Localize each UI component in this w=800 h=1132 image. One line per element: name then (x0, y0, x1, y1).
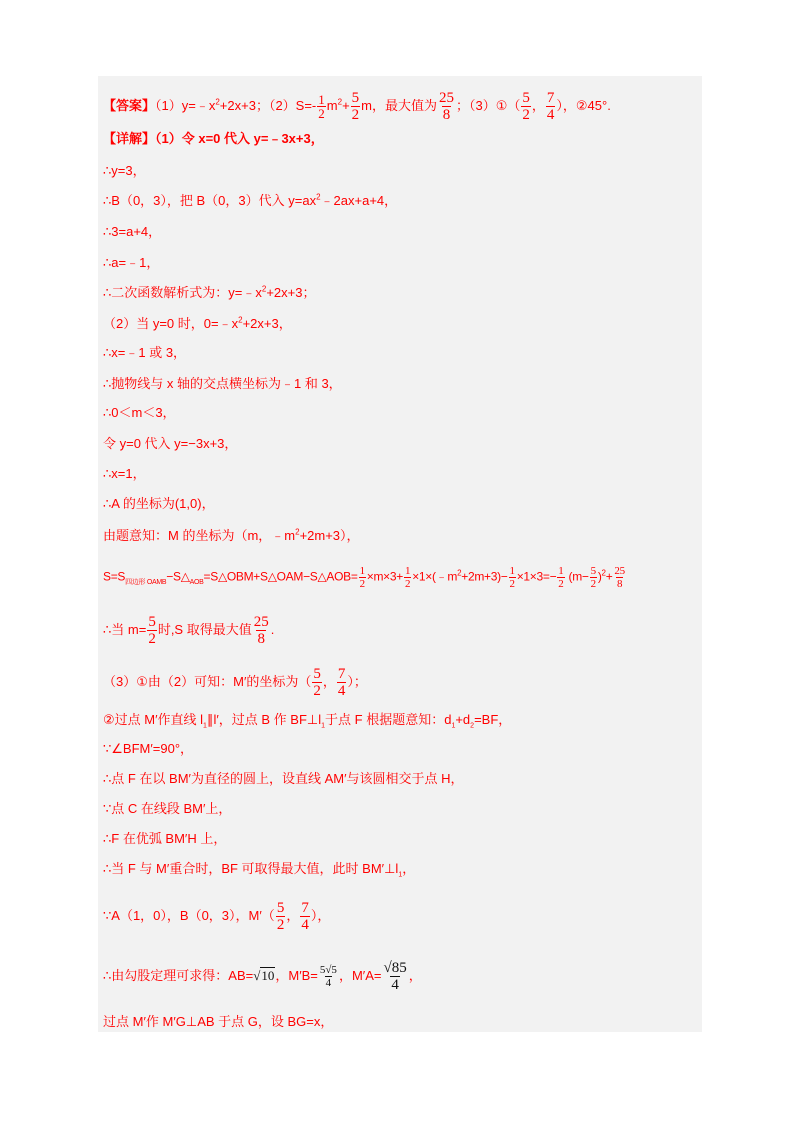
solution-line: ∴3=a+4， (103, 224, 162, 239)
fraction: $\frac{5}{2}$ (276, 900, 285, 933)
answer-tag: 【答案】 (103, 97, 156, 113)
solution-line: 由题意知：M 的坐标为（m，$﹣m^2+2m+3$）， (103, 527, 360, 543)
solution-line: ∴F 在优弧 BM′H 上， (103, 831, 227, 846)
fraction: $\frac{1}{2}$ (318, 92, 325, 121)
solution-line: ∴0＜m＜3， (103, 405, 176, 420)
fraction: $\frac{√85}{4}$ (383, 960, 407, 993)
fraction: $\frac{1}{2}$ (359, 565, 365, 590)
solution-line: ∵点 C 在线段 BM′上， (103, 801, 232, 816)
solution-line: ②过点 M′作直线 $l_1\parallel l'$，过点 B 作 $BF\perp l_1$于点 F 根据题意知：$d_1+d_2=BF$， (103, 712, 512, 730)
fraction: $\frac{5}{2}$ (148, 614, 156, 647)
solution-panel (98, 76, 702, 1032)
fraction: $\frac{5}{2}$ (351, 90, 360, 123)
solution-line: ∴当 m= $\frac{5}{2}$ 时,S 取得最大值 $\frac{25}{8}$ . (103, 614, 275, 647)
area-formula-line: $S=S_{四边形 OAMB}-S\triangle_{AOB}=S\triangle OBM+S\triangle OAM-S\triangle AOB=$ $\frac{1}{2}$ ×m×3+ $\frac{1}{2}$ $\times 1\times(﹣m^2+2m+3)-$ $\frac{1}{2}$ ×1×3=− $\frac{1}{2}$ (m− $\frac{5}{2}$ )$^2$+ $\frac{25}{8}$ (103, 565, 625, 590)
solution-line: （3）①由（2）可知：M′的坐标为（ $\frac{5}{2}$ ， $\frac{7}{4}$ ）； (103, 666, 367, 699)
solution-line: ∴a=﹣1， (103, 255, 160, 270)
solution-line: 过点 M′作 M′G⊥AB 于点 G，设 BG=x， (103, 1014, 334, 1029)
solution-line: ∴当 F 与 M′重合时，BF 可取得最大值，此时 $BM'\perp l_1$， (103, 861, 416, 879)
solution-line: （2）当 y=0 时，$0=﹣x^2+2x+3$， (103, 315, 292, 331)
fraction: $\frac{5}{2}$ (522, 90, 530, 123)
fraction: $\frac{7}{4}$ (337, 666, 346, 699)
solution-line: ∵A（1，0），B（0，3），M′（ $\frac{5}{2}$ ， $\frac{7}{4}$ ）， (103, 900, 331, 933)
solution-line: 令 y=0 代入 y=−3x+3， (103, 436, 238, 451)
sqrt-expression: √10 (253, 967, 275, 983)
solution-line: ∴由勾股定理可求得：AB=√10，M′B= $\frac{5√5}{4}$ ，M′A= $\frac{√85}{4}$ ， (103, 960, 422, 993)
solution-line: ∴y=3， (103, 163, 146, 178)
fraction: $\frac{5√5}{4}$ (319, 964, 337, 989)
detail-line-1: 【详解】（1）令 x=0 代入 y=﹣3x+3， (103, 131, 324, 146)
fraction: $\frac{7}{4}$ (546, 90, 555, 123)
fraction: $\frac{25}{8}$ (253, 614, 269, 647)
solution-line: ∴x=﹣1 或 3， (103, 345, 187, 360)
fraction: $\frac{7}{4}$ (301, 900, 309, 933)
fraction: $\frac{25}{8}$ (439, 90, 454, 123)
solution-line: ∴A 的坐标为(1,0)， (103, 496, 215, 511)
solution-line: ∴B（0，3），把 B（0，3）代入 $y=ax^2﹣2ax+a+4$， (103, 192, 398, 208)
solution-line: ∴二次函数解析式为：$y=﹣x^2+2x+3$； (103, 284, 316, 300)
fraction: $\frac{5}{2}$ (590, 565, 596, 590)
fraction: $\frac{1}{2}$ (509, 565, 515, 590)
solution-line: ∵∠BFM′=90°， (103, 741, 194, 756)
answer-line: 【答案】$(1)y=﹣x^2+2x+3$；（2）S=- $\frac{1}{2}$ $m^2+$ $\frac{5}{2}$ m，最大值为 $\frac{25}{8}$ ；（3）①（ $\frac{5}{2}$ ， $\frac{7}{4}$ ），②45°. (103, 90, 611, 123)
fraction: $\frac{25}{8}$ (614, 565, 625, 590)
fraction: $\frac{5}{2}$ (313, 666, 321, 699)
solution-line: ∴点 F 在以 BM′为直径的圆上，设直线 AM′与该圆相交于点 H， (103, 771, 464, 786)
fraction: $\frac{1}{2}$ (404, 565, 411, 590)
solution-line: ∴x=1， (103, 466, 146, 481)
solution-line: ∴抛物线与 x 轴的交点横坐标为﹣1 和 3， (103, 376, 342, 391)
fraction: $\frac{1}{2}$ (558, 565, 564, 590)
